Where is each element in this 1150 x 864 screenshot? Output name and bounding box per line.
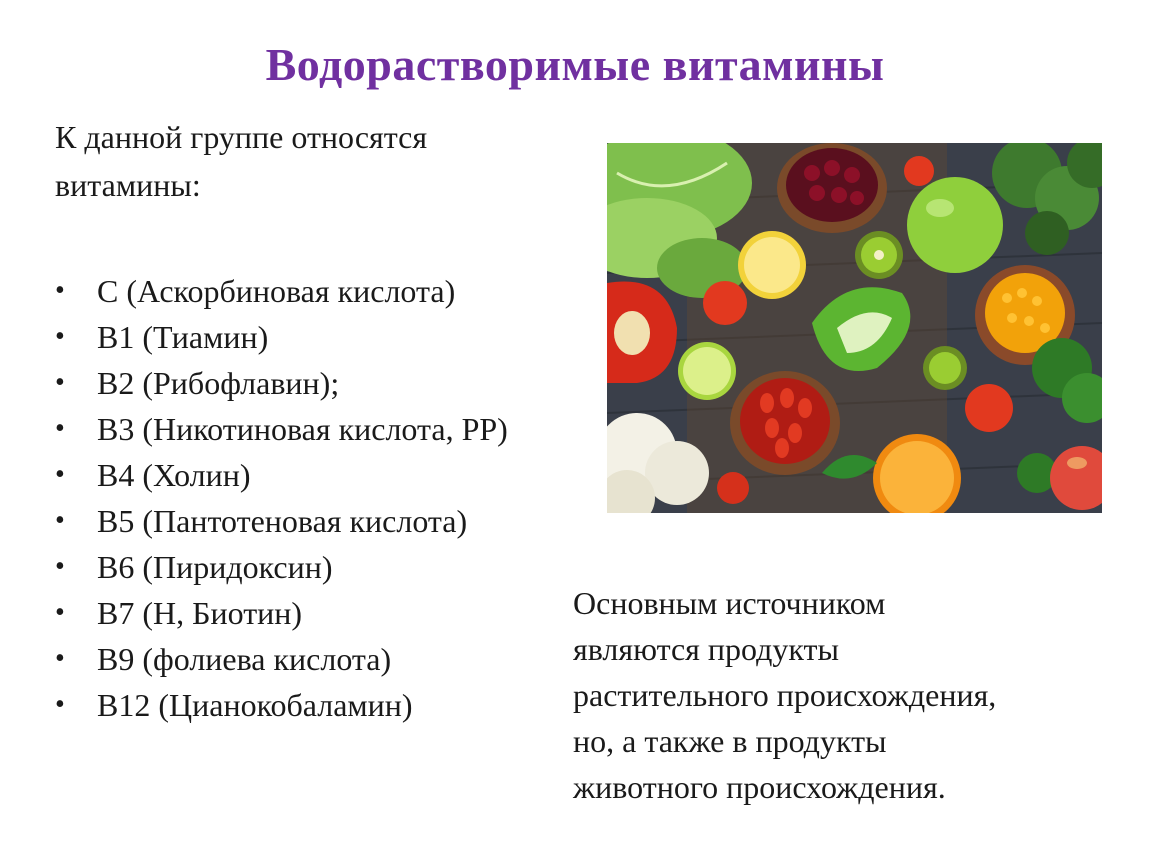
fruits-vegetables-photo [607,143,1102,513]
sources-line-1: Основным источником [573,585,886,621]
lemon-slice-icon [738,231,806,299]
kiwi-icon [855,231,903,279]
vitamin-item-b7: • В7 (Н, Биотин) [55,590,615,636]
vitamin-item-b2: • В2 (Рибофлавин); [55,360,615,406]
lime-slice-icon [678,342,736,400]
intro-text [55,113,575,209]
bullet-icon: • [55,459,65,490]
bullet-icon: • [55,643,65,674]
vitamin-item-b1: • В1 (Тиамин) [55,314,615,360]
sources-line-5: животного происхождения. [573,769,946,805]
fruits-vegetables-illustration [607,143,1102,513]
tomato-icon [965,384,1013,432]
bullet-icon: • [55,551,65,582]
slide-title: Водорастворимые витамины [265,39,885,90]
sources-line-3: растительного происхождения, [573,677,997,713]
intro-line-2: витамины: [55,167,201,203]
bullet-icon: • [55,597,65,628]
green-apple-icon [907,177,1003,273]
cherry-bowl-icon [777,143,887,233]
vitamin-item-b3: • В3 (Никотиновая кислота, РР) [55,406,615,452]
vitamin-item-b5: • В5 (Пантотеновая кислота) [55,498,615,544]
vitamin-list [55,268,615,728]
vitamin-item-b4: • В4 (Холин) [55,452,615,498]
bullet-icon: • [55,505,65,536]
vitamin-item-b12: • В12 (Цианокобаламин) [55,682,615,728]
sources-line-4: но, а также в продукты [573,723,887,759]
bullet-icon: • [55,321,65,352]
tomato-icon [717,472,749,504]
bullet-icon: • [55,689,65,720]
vitamin-item-c: • С (Аскорбиновая кислота) [55,268,615,314]
vitamin-item-b6: • В6 (Пиридоксин) [55,544,615,590]
kiwi-icon [923,346,967,390]
vitamin-item-b9: • В9 (фолиева кислота) [55,636,615,682]
intro-line-1: К данной группе относятся [55,119,428,155]
tomato-icon [904,156,934,186]
tomato-icon [703,281,747,325]
bullet-icon: • [55,367,65,398]
bullet-icon: • [55,275,65,306]
rosehip-bowl-icon [730,371,840,475]
sources-text [573,580,1113,810]
sources-line-2: являются продукты [573,631,839,667]
bullet-icon: • [55,413,65,444]
